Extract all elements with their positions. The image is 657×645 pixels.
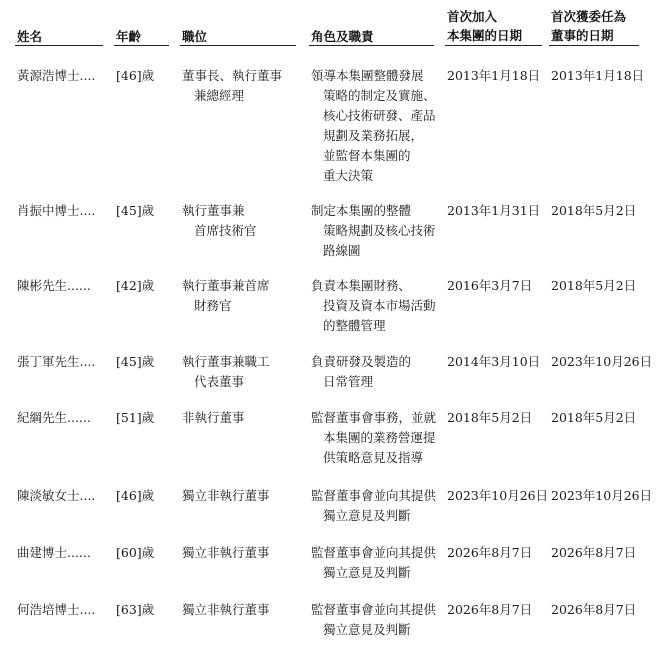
director-position (182, 543, 270, 563)
director-role-line: 策略的制定及實施、 (323, 88, 436, 103)
director-role-line: 核心技術研發、產品 (323, 108, 436, 123)
director-role-line: 投資及資本市場活動 (323, 298, 436, 313)
join-date: 2018年5月2日 (447, 410, 533, 425)
header-join-date (447, 7, 522, 45)
director-name: 紀綱先生...... (17, 410, 91, 425)
director-role-line: 路線圖 (323, 243, 361, 258)
director-role-line: 策略規劃及核心技術 (323, 223, 436, 238)
director-position (182, 201, 257, 241)
director-role-line: 規劃及業務拓展， (323, 128, 424, 143)
director-role (311, 352, 411, 392)
director-position-line: 財務官 (194, 298, 232, 313)
director-appointment-date: 2023年10月26日 (551, 488, 653, 503)
director-name: 黃源浩博士.... (17, 68, 96, 83)
join-date: 2016年3月7日 (447, 278, 533, 293)
director-appointment-date: 2023年10月26日 (551, 354, 653, 369)
director-age: [51]歲 (116, 410, 155, 425)
director-appointment-date: 2018年5月2日 (551, 203, 637, 218)
director-role (311, 66, 436, 186)
director-position (182, 352, 270, 392)
director-role-line: 監督董事會並向其提供 (311, 602, 437, 617)
header-age: 年齡 (116, 29, 142, 44)
header-position: 職位 (182, 29, 208, 44)
director-position-line: 首席技術官 (194, 223, 257, 238)
director-appointment-date: 2018年5月2日 (551, 410, 637, 425)
director-position-line: 獨立非執行董事 (182, 602, 270, 617)
header-underline-age (114, 45, 169, 46)
director-role-line: 日常管理 (323, 374, 374, 389)
director-name: 曲建博士...... (17, 545, 91, 560)
director-role (311, 276, 436, 336)
director-age: [46]歲 (116, 488, 155, 503)
join-date: 2014年3月10日 (447, 354, 541, 369)
director-role-line: 負責本集團財務、 (311, 278, 412, 293)
director-role-line: 並監督本集團的 (323, 148, 411, 163)
header-underline-position (180, 45, 296, 46)
director-position (182, 66, 282, 106)
director-appointment-date: 2026年8月7日 (551, 602, 637, 617)
director-role-line: 供策略意見及指導 (323, 450, 424, 465)
director-role (311, 543, 436, 583)
director-position (182, 486, 270, 506)
join-date: 2026年8月7日 (447, 602, 533, 617)
director-position-line: 獨立非執行董事 (182, 488, 270, 503)
director-role (311, 201, 436, 261)
director-position-line: 兼總經理 (194, 88, 245, 103)
director-role-line: 獨立意見及判斷 (323, 622, 411, 637)
header-underline-join (445, 45, 542, 46)
director-name: 何浩培博士.... (17, 602, 96, 617)
director-name: 陳淡敏女士.... (17, 488, 96, 503)
director-role-line: 監督董事會事務，並就 (311, 410, 437, 425)
director-position (182, 408, 245, 428)
join-date: 2026年8月7日 (447, 545, 533, 560)
director-role-line: 本集團的業務營運提 (323, 430, 436, 445)
director-name: 肖振中博士.... (17, 203, 96, 218)
header-director-date (551, 7, 626, 45)
header-director-line1: 首次獲委任為 (551, 9, 627, 24)
director-age: [45]歲 (116, 203, 155, 218)
director-position-line: 代表董事 (194, 374, 245, 389)
director-appointment-date: 2013年1月18日 (551, 68, 645, 83)
director-role (311, 486, 436, 526)
header-name: 姓名 (17, 29, 43, 44)
director-age: [60]歲 (116, 545, 155, 560)
director-position-line: 非執行董事 (182, 410, 245, 425)
header-underline-director (549, 45, 639, 46)
director-appointment-date: 2026年8月7日 (551, 545, 637, 560)
director-role-line: 領導本集團整體發展 (311, 68, 424, 83)
director-position-line: 執行董事兼首席 (182, 278, 270, 293)
director-role-line: 制定本集團的整體 (311, 203, 412, 218)
director-position-line: 執行董事兼 (182, 203, 245, 218)
director-name: 張丁軍先生.... (17, 354, 96, 369)
director-role-line: 的整體管理 (323, 318, 386, 333)
director-age: [46]歲 (116, 68, 155, 83)
director-role (311, 408, 436, 468)
director-role-line: 獨立意見及判斷 (323, 508, 411, 523)
header-underline-name (15, 45, 103, 46)
director-role-line: 獨立意見及判斷 (323, 565, 411, 580)
header-director-line2: 董事的日期 (551, 28, 614, 43)
director-position-line: 執行董事兼職工 (182, 354, 270, 369)
director-appointment-date: 2018年5月2日 (551, 278, 637, 293)
header-role: 角色及職責 (311, 29, 374, 44)
join-date: 2023年10月26日 (447, 488, 549, 503)
director-role-line: 負責研發及製造的 (311, 354, 412, 369)
header-join-line2: 本集團的日期 (447, 28, 523, 43)
director-role (311, 600, 436, 640)
director-position-line: 獨立非執行董事 (182, 545, 270, 560)
director-position-line: 董事長、執行董事 (182, 68, 283, 83)
director-age: [45]歲 (116, 354, 155, 369)
director-role-line: 監督董事會並向其提供 (311, 488, 437, 503)
director-age: [63]歲 (116, 602, 155, 617)
director-name: 陳彬先生...... (17, 278, 91, 293)
director-position (182, 276, 270, 316)
header-underline-role (309, 45, 434, 46)
join-date: 2013年1月31日 (447, 203, 541, 218)
director-role-line: 監督董事會並向其提供 (311, 545, 437, 560)
director-position (182, 600, 270, 620)
director-age: [42]歲 (116, 278, 155, 293)
join-date: 2013年1月18日 (447, 68, 541, 83)
director-role-line: 重大決策 (323, 168, 374, 183)
header-join-line1: 首次加入 (447, 9, 498, 24)
